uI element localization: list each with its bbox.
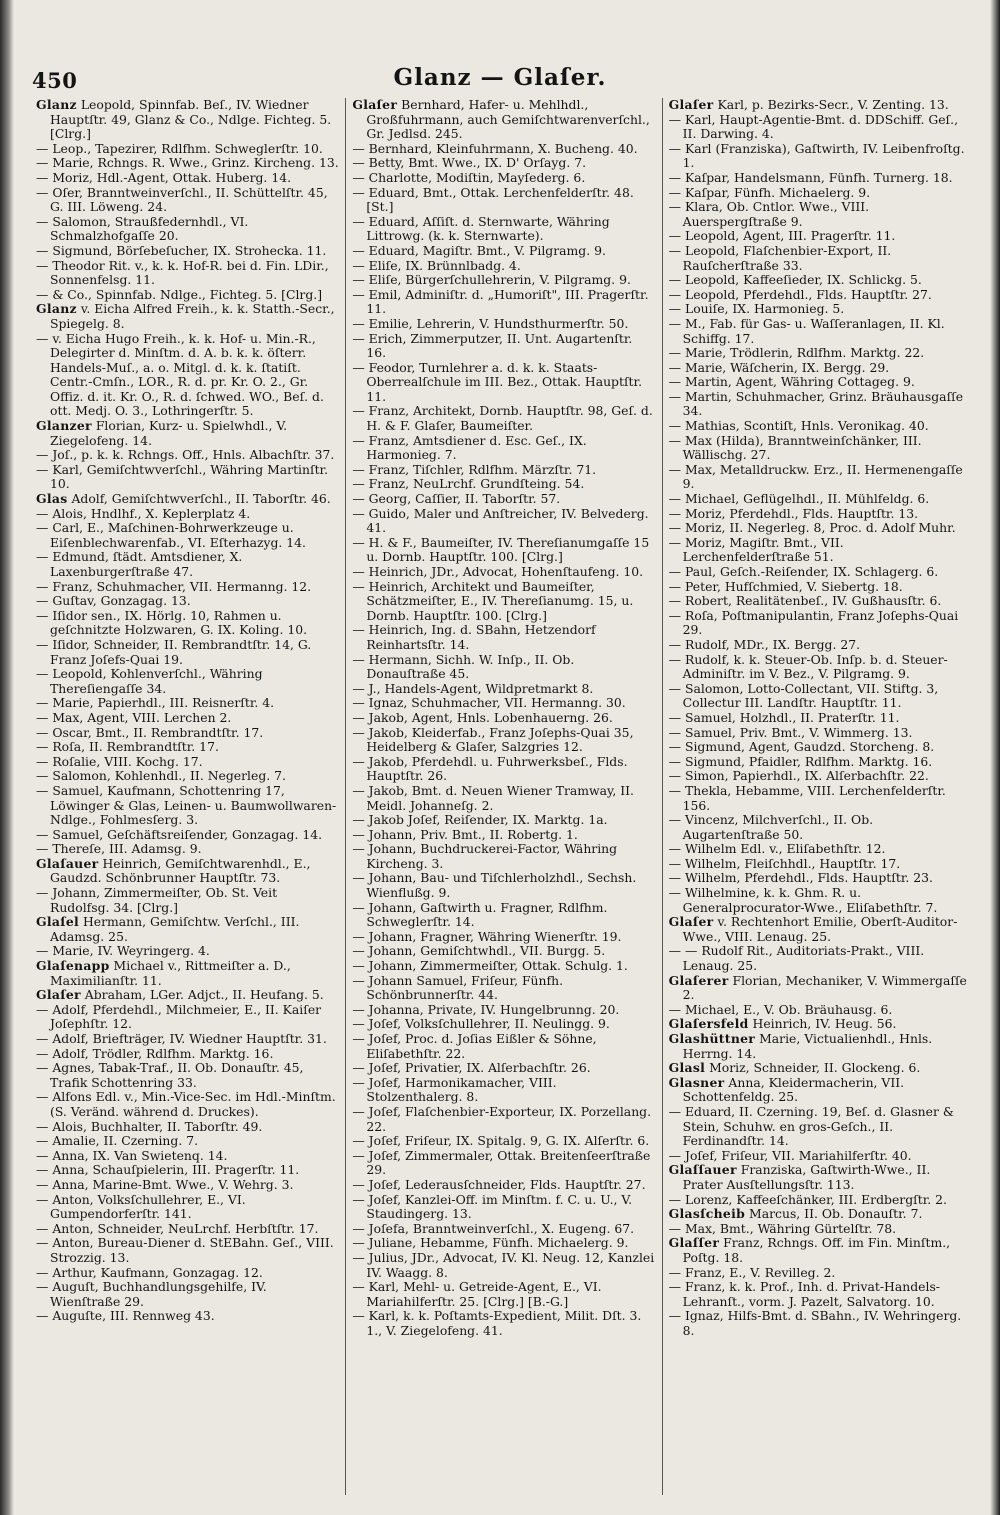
- directory-entry: — Betty, Bmt. Wwe., IX. D' Orſayg. 7.: [352, 155, 587, 171]
- directory-entry: — Joſef, Volksſchullehrer, II. Neulingg. 9.: [352, 1016, 610, 1032]
- directory-entry: — Auguſt, Buchhandlungsgehilfe, IV. Wienſtraße 29.: [36, 1279, 267, 1309]
- entry-surname: Glaſerer: [668, 972, 729, 988]
- directory-entry: — Joſef, Proc. d. Joſias Eißler & Söhne, Eliſabethſtr. 22.: [352, 1031, 597, 1061]
- directory-entry: — Michael, E., V. Ob. Bräuhausg. 6.: [668, 1001, 893, 1017]
- directory-entry: — Oſer, Branntweinverſchl., II. Schüttelſtr. 45, G. III. Löweng. 24.: [36, 184, 328, 215]
- entry-surname: Glaſer: [36, 987, 81, 1003]
- directory-entry: — Theodor Rit. v., k. k. Hof-R. bei d. Fin. LDir., Sonnenfelsg. 11.: [36, 257, 329, 288]
- directory-entry: Glaſel Hermann, Gemiſchtw. Verſchl., III. Adamsg. 25.: [36, 914, 300, 944]
- directory-entry: Glaſenapp Michael v., Rittmeiſter a. D., Maximilianſtr. 11.: [36, 958, 291, 988]
- directory-entry: — Samuel, Geſchäftsreiſender, Gonzagag. 14.: [36, 826, 323, 842]
- directory-entry: — Thekla, Hebamme, VIII. Lerchenfelderſtr. 156.: [668, 782, 946, 813]
- directory-entry: — Guido, Maler und Anſtreicher, IV. Belvederg. 41.: [352, 505, 649, 536]
- directory-entry: — Sigmund, Agent, Gaudzd. Storcheng. 8.: [668, 739, 935, 755]
- entry-surname: Glaſer: [668, 98, 714, 112]
- directory-entry: — Emilie, Lehrerin, V. Hundsthurmerſtr. 50.: [352, 315, 629, 331]
- directory-entry: — Edmund, ſtädt. Amtsdiener, X. Laxenburgerſtraße 47.: [36, 549, 243, 579]
- directory-entry: — Sigmund, Börſebeſucher, IX. Strohecka. 11.: [36, 242, 327, 258]
- directory-entry: — Louiſe, IX. Harmonieg. 5.: [668, 301, 845, 317]
- directory-entry: Glaſer Abraham, LGer. Adjct., II. Heufang. 5.: [36, 987, 324, 1003]
- directory-entry: — Jakob, Pferdehdl. u. Fuhrwerksbeſ., Flds. Hauptſtr. 26.: [352, 753, 628, 784]
- directory-entry: — Samuel, Priv. Bmt., V. Wimmerg. 13.: [668, 724, 913, 740]
- directory-entry: — Salomon, Straußfedernhdl., VI. Schmalzhofgaſſe 20.: [36, 213, 249, 244]
- directory-entry: — Joſef, Zimmermaler, Ottak. Breitenſeerſtraße 29.: [352, 1147, 651, 1178]
- directory-entry: — Max, Bmt., Währing Gürtelſtr. 78.: [668, 1220, 897, 1236]
- directory-entry: — Vincenz, Milchverſchl., II. Ob. Augartenſtraße 50.: [668, 812, 874, 842]
- directory-entry: — Franz, Amtsdiener d. Esc. Geſ., IX. Harmonieg. 7.: [352, 432, 587, 463]
- entry-surname: Glaſer: [668, 914, 714, 930]
- directory-entry: — Leop., Tapezirer, Rdlfhm. Schweglerſtr. 10.: [36, 140, 323, 156]
- directory-entry: — Franz, Tiſchler, Rdlfhm. Märzſtr. 71.: [352, 461, 597, 477]
- entry-surname: Glaſel: [36, 914, 80, 930]
- entry-surname: Glaſer: [352, 98, 398, 112]
- directory-entry: — Eduard, Magiſtr. Bmt., V. Pilgramg. 9.: [352, 242, 606, 258]
- directory-entry: — Eduard, Aſſiſt. d. Sternwarte, Währing Littrowg. (k. k. Sternwarte).: [352, 213, 610, 244]
- directory-entry: — Eduard, Bmt., Ottak. Lerchenfelderſtr. 48. [St.]: [352, 184, 634, 215]
- directory-entry: — Feodor, Turnlehrer a. d. k. k. Staats-Oberrealſchule im III. Bez., Ottak. Hauptſtr. 11.: [352, 359, 643, 404]
- directory-entry: — Leopold, Kaffeeſieder, IX. Schlickg. 5.: [668, 272, 922, 288]
- directory-entry: — Franz, Schuhmacher, VII. Hermanng. 12.: [36, 578, 312, 594]
- directory-entry: — J., Handels-Agent, Wildpretmarkt 8.: [352, 680, 594, 696]
- directory-entry: — Samuel, Holzhdl., II. Praterſtr. 11.: [668, 709, 900, 725]
- directory-entry: — Erich, Zimmerputzer, II. Unt. Augartenſtr. 16.: [352, 330, 633, 361]
- directory-entry: — Michael, Geflügelhdl., II. Mühlfeldg. 6.: [668, 491, 930, 507]
- directory-entry: — Max, Agent, VIII. Lerchen 2.: [36, 709, 232, 725]
- directory-entry: — Karl, Haupt-Agentie-Bmt. d. DDSchiff. Geſ., II. Darwing. 4.: [668, 111, 959, 142]
- directory-entry: — Joſef, Kanzlei-Off. im Minſtm. f. C. u. U., V. Staudingerg. 13.: [352, 1191, 633, 1222]
- directory-entry: — Rudolf, MDr., IX. Bergg. 27.: [668, 636, 861, 652]
- directory-entry: — — Rudolf Rit., Auditoriats-Prakt., VIII. Lenaug. 25.: [668, 943, 925, 974]
- directory-entry: — Leopold, Kohlenverſchl., Währing Thereſiengaſſe 34.: [36, 666, 263, 696]
- directory-entry: — Adolf, Briefträger, IV. Wiedner Hauptſtr. 31.: [36, 1031, 327, 1046]
- directory-entry: — Roſa, Poſtmanipulantin, Franz Joſephs-Quai 29.: [668, 607, 959, 638]
- directory-entry: — Arthur, Kaufmann, Gonzagag. 12.: [36, 1264, 263, 1280]
- directory-entry: — Moriz, Hdl.-Agent, Ottak. Huberg. 14.: [36, 169, 292, 185]
- directory-entry: — Wilhelmine, k. k. Ghm. R. u. Generalprocurator-Wwe., Eliſabethſtr. 7.: [668, 885, 938, 915]
- directory-column-1: [30, 98, 346, 1495]
- directory-entry: — Leopold, Agent, III. Pragerſtr. 11.: [668, 228, 896, 244]
- directory-entry: — Ignaz, Schuhmacher, VII. Hermanng. 30.: [352, 695, 626, 711]
- directory-entry: — Ignaz, Hilfs-Bmt. d. SBahn., IV. Wehringerg. 8.: [668, 1308, 962, 1338]
- directory-entry: — Salomon, Lotto-Collectant, VII. Stiftg. 3, Collectur III. Landſtr. Hauptſtr. 11.: [668, 680, 939, 711]
- directory-entry: — Franz, Architekt, Dornb. Hauptſtr. 98, Geſ. d. H. & F. Glaſer, Baumeiſter.: [352, 403, 653, 434]
- directory-entry: — Salomon, Kohlenhdl., II. Negerleg. 7.: [36, 768, 286, 784]
- entry-surname: Glasner: [668, 1074, 725, 1090]
- directory-entry: — Johann Samuel, Friſeur, Fünfh. Schönbrunnerſtr. 44.: [352, 972, 564, 1003]
- directory-entry: — Robert, Realitätenbeſ., IV. Gußhausſtr. 6.: [668, 593, 942, 609]
- directory-entry: — Georg, Caſſier, II. Taborſtr. 57.: [352, 491, 561, 507]
- directory-entry: — Joſef, Friſeur, IX. Spitalg. 9, G. IX. Alſerſtr. 6.: [352, 1133, 650, 1149]
- directory-entry: — Joſef, Flaſchenbier-Exporteur, IX. Porzellang. 22.: [352, 1103, 652, 1134]
- directory-entry: — Martin, Schuhmacher, Grinz. Bräuhausgaſſe 34.: [668, 388, 964, 419]
- directory-entry: — Marie, Rchngs. R. Wwe., Grinz. Kircheng. 13.: [36, 155, 339, 171]
- directory-entry: — Sigmund, Pfaidler, Rdlfhm. Marktg. 16.: [668, 753, 933, 769]
- directory-entry: — Kaſpar, Fünfh. Michaelerg. 9.: [668, 184, 871, 200]
- directory-entry: — Auguſte, III. Rennweg 43.: [36, 1308, 215, 1324]
- directory-entry: — Leopold, Flaſchenbier-Export, II. Rauſcherſtraße 33.: [668, 242, 892, 273]
- page-number: 450: [32, 68, 78, 93]
- directory-entry: — Heinrich, Architekt und Baumeiſter, Schätzmeiſter, E., IV. Thereſianumg. 15, u. Dornb. Hauptſtr. 100. [Clrg.]: [352, 578, 634, 623]
- directory-entry: — Thereſe, III. Adamsg. 9.: [36, 841, 202, 857]
- directory-entry: — Franz, E., V. Revilleg. 2.: [668, 1264, 836, 1280]
- directory-entry: — Mathias, Scontiſt, Hnls. Veronikag. 40.: [668, 418, 929, 434]
- directory-entry: — Guſtav, Gonzagag. 13.: [36, 593, 191, 609]
- entry-surname: Glaſenapp: [36, 958, 110, 974]
- directory-entry: — Eliſe, Bürgerſchullehrerin, V. Pilgramg. 9.: [352, 272, 631, 288]
- entry-surname: Glaſſauer: [668, 1162, 737, 1178]
- directory-column-3: [663, 98, 978, 1495]
- directory-entry: — M., Fab. für Gas- u. Waſſeranlagen, II. Kl. Schiffg. 17.: [668, 315, 945, 346]
- directory-entry: — Johann, Fragner, Währing Wienerſtr. 19.: [352, 928, 622, 944]
- entry-surname: Glaſersfeld: [668, 1016, 749, 1032]
- directory-entry: — Karl, k. k. Poſtamts-Expedient, Milit. Dſt. 3. 1., V. Ziegelofeng. 41.: [352, 1308, 642, 1338]
- directory-entry: — Eliſe, IX. Brünnlbadg. 4.: [352, 257, 521, 273]
- directory-entry: — Paul, Geſch.-Reiſender, IX. Schlagerg. 6.: [668, 564, 939, 579]
- directory-entry: — Wilhelm Edl. v., Eliſabethſtr. 12.: [668, 841, 886, 857]
- directory-column-2: [346, 98, 662, 1495]
- directory-entry: — Johann, Zimmermeiſter, Ob. St. Veit Rudolfsg. 34. [Clrg.]: [36, 885, 278, 915]
- directory-entry: — Carl, E., Maſchinen-Bohrwerkzeuge u. Eiſenblechwarenfab., VI. Eſterhazyg. 14.: [36, 520, 306, 550]
- directory-entry: — Amalie, II. Czerning. 7.: [36, 1133, 199, 1149]
- directory-entry: — Charlotte, Modiſtin, Mayſederg. 6.: [352, 169, 586, 185]
- directory-entry: — Joſefa, Branntweinverſchl., X. Eugeng. 67.: [352, 1220, 635, 1236]
- directory-entry: — Anton, Volksſchullehrer, E., VI. Gumpendorferſtr. 141.: [36, 1191, 246, 1222]
- directory-entry: — Heinrich, JDr., Advocat, Hohenſtaufeng. 10.: [352, 564, 644, 579]
- entry-surname: Glanzer: [36, 418, 92, 434]
- directory-entry: — Hermann, Sichh. W. Inſp., II. Ob. Donauſtraße 45.: [352, 651, 575, 682]
- directory-entry: — Jakob, Agent, Hnls. Lobenhauerng. 26.: [352, 709, 613, 725]
- directory-entry: — Heinrich, Ing. d. SBahn, Hetzendorf Reinhartsſtr. 14.: [352, 622, 596, 652]
- directory-entry: Glanz v. Eicha Alfred Freih., k. k. Statth.-Secr., Spiegelg. 8.: [36, 301, 335, 331]
- directory-entry: — Joſ., p. k. k. Rchngs. Off., Hnls. Albachſtr. 37.: [36, 447, 335, 463]
- directory-entry: — Franz, NeuLrchf. Grundſteing. 54.: [352, 476, 585, 492]
- directory-entry: — Johann, Zimmermeiſter, Ottak. Schulg. 1.: [352, 958, 628, 974]
- directory-entry: Glanz Leopold, Spinnfab. Beſ., IV. Wiedner Hauptſtr. 49, Glanz & Co., Ndlge. Fichteg. 5. [Clrg.]: [36, 98, 332, 142]
- directory-entry: Glaſſauer Franziska, Gaſtwirth-Wwe., II. Prater Ausſtellungsſtr. 113.: [668, 1162, 931, 1192]
- directory-entry: Glaſauer Heinrich, Gemiſchtwarenhdl., E., Gaudzd. Schönbrunner Hauptſtr. 73.: [36, 855, 311, 886]
- directory-entry: — Anton, Schneider, NeuLrchf. Herbſtſtr. 17.: [36, 1220, 319, 1236]
- directory-entry: — Juliane, Hebamme, Fünfh. Michaelerg. 9.: [352, 1235, 629, 1251]
- directory-entry: — Joſef, Lederausſchneider, Flds. Hauptſtr. 27.: [352, 1176, 646, 1192]
- directory-entry: — Marie, Papierhdl., III. Reisnerſtr. 4.: [36, 695, 275, 711]
- directory-entry: — Marie, Wäſcherin, IX. Bergg. 29.: [668, 359, 890, 375]
- directory-entry: — Marie, IV. Weyringerg. 4.: [36, 943, 210, 959]
- directory-entry: — Karl (Franziska), Gaſtwirth, IV. Leibenfroſtg. 1.: [668, 140, 965, 171]
- directory-entry: — Agnes, Tabak-Traf., II. Ob. Donauſtr. 45, Trafik Schottenring 33.: [36, 1060, 304, 1090]
- directory-entry: Glaſer Bernhard, Hafer- u. Mehlhdl., Großfuhrmann, auch Gemiſchtwarenverſchl., Gr. Jedlsd. 245.: [352, 98, 650, 142]
- directory-entry: — Peter, Hufſchmied, V. Siebertg. 18.: [668, 578, 903, 594]
- directory-entry: — Martin, Agent, Währing Cottageg. 9.: [668, 374, 915, 390]
- directory-entry: — Rudolf, k. k. Steuer-Ob. Inſp. b. d. Steuer-Adminiſtr. im V. Bez., V. Pilgramg. 9.: [668, 651, 948, 682]
- directory-entry: — Johann, Priv. Bmt., II. Robertg. 1.: [352, 826, 578, 842]
- directory-entry: — Kaſpar, Handelsmann, Fünfh. Turnerg. 18.: [668, 169, 953, 185]
- directory-entry: Glasner Anna, Kleidermacherin, VII. Schottenfeldg. 25.: [668, 1074, 905, 1105]
- directory-entry: — Marie, Trödlerin, Rdlfhm. Marktg. 22.: [668, 345, 925, 361]
- directory-entry: — Iſidor, Schneider, II. Rembrandtſtr. 14, G. Franz Joſefs-Quai 19.: [36, 636, 312, 667]
- directory-entry: Glaſerer Florian, Mechaniker, V. Wimmergaſſe 2.: [668, 972, 967, 1003]
- directory-entry: — Leopold, Pferdehdl., Flds. Hauptſtr. 27.: [668, 286, 932, 302]
- directory-entry: — Moriz, II. Negerleg. 8, Proc. d. Adolf Muhr.: [668, 520, 956, 536]
- directory-entry: — Joſef, Friſeur, VII. Mariahilferſtr. 40.: [668, 1147, 912, 1163]
- directory-entry: — Moriz, Pferdehdl., Flds. Hauptſtr. 13.: [668, 505, 919, 521]
- directory-entry: Glaſer v. Rechtenhort Emilie, Oberſt-Auditor-Wwe., VIII. Lenaug. 25.: [668, 914, 958, 944]
- directory-entry: — Johann, Gaſtwirth u. Fragner, Rdlfhm. Schweglerſtr. 14.: [352, 899, 608, 930]
- directory-entry: — Joſef, Privatier, IX. Alſerbachſtr. 26.: [352, 1060, 591, 1076]
- directory-entry: — Jakob Joſef, Reiſender, IX. Marktg. 1a.: [352, 812, 608, 828]
- directory-entry: — Johann, Buchdruckerei-Factor, Währing Kircheng. 3.: [352, 841, 618, 871]
- directory-entry: Glasſcheib Marcus, II. Ob. Donauſtr. 7.: [668, 1206, 923, 1222]
- directory-entry: — Samuel, Kaufmann, Schottenring 17, Löwinger & Glas, Leinen- u. Baumwollwaren-Ndlge., Fohlmesſerg. 3.: [36, 782, 337, 828]
- directory-entry: — Anton, Bureau-Diener d. StEBahn. Geſ., VIII. Strozzig. 13.: [36, 1235, 334, 1265]
- directory-entry: — Iſidor sen., IX. Hörlg. 10, Rahmen u. geſchnitzte Holzwaren, G. IX. Koling. 10.: [36, 607, 308, 638]
- directory-entry: — Wilhelm, Fleiſchhdl., Hauptſtr. 17.: [668, 855, 901, 871]
- directory-entry: — Jakob, Bmt. d. Neuen Wiener Tramway, II. Meidl. Johanneſg. 2.: [352, 782, 634, 813]
- directory-entry: — Franz, k. k. Prof., Inh. d. Privat-Handels-Lehranſt., vorm. J. Pazelt, Salvatorg. 10.: [668, 1279, 940, 1309]
- directory-entry: Glashüttner Marie, Victualienhdl., Hnls. Herrng. 14.: [668, 1031, 933, 1061]
- page-header: Glanz — Glaſer.: [393, 64, 607, 91]
- directory-entry: — Alois, Hndlhf., X. Keplerplatz 4.: [36, 505, 251, 521]
- entry-surname: Glasſcheib: [668, 1206, 746, 1222]
- directory-entry: — H. & F., Baumeiſter, IV. Thereſianumgaſſe 15 u. Dornb. Hauptſtr. 100. [Clrg.]: [352, 534, 650, 565]
- directory-entry: — & Co., Spinnfab. Ndlge., Fichteg. 5. [Clrg.]: [36, 286, 323, 302]
- directory-entry: — Johanna, Private, IV. Hungelbrunng. 20.: [352, 1001, 620, 1017]
- directory-entry: Glasl Moriz, Schneider, II. Glockeng. 6.: [668, 1060, 921, 1076]
- directory-entry: — Johann, Gemiſchtwhdl., VII. Burgg. 5.: [352, 943, 606, 959]
- directory-entry: — Bernhard, Kleinfuhrmann, X. Bucheng. 40.: [352, 140, 638, 156]
- directory-entry: — Lorenz, Kaffeeſchänker, III. Erdbergſtr. 2.: [668, 1191, 947, 1207]
- directory-entry: — Adolf, Pferdehdl., Milchmeier, E., II. Kaiſer Joſephſtr. 12.: [36, 1001, 322, 1032]
- directory-entry: — Eduard, II. Czerning. 19, Beſ. d. Glasner & Stein, Schuhw. en gros-Geſch., II. Ferdinandſtr. 14.: [668, 1103, 954, 1149]
- directory-entry: — Joſef, Harmonikamacher, VIII. Stolzenthalerg. 8.: [352, 1074, 557, 1105]
- directory-entry: — Alfons Edl. v., Min.-Vice-Sec. im Hdl.-Minſtm. (S. Veränd. während d. Druckes).: [36, 1089, 336, 1119]
- directory-entry: — Moriz, Magiſtr. Bmt., VII. Lerchenfelderſtraße 51.: [668, 534, 844, 565]
- directory-entry: — Jakob, Kleiderfab., Franz Joſephs-Quai 35, Heidelberg & Glaſer, Salzgries 12.: [352, 724, 634, 755]
- directory-entry: Glanzer Florian, Kurz- u. Spielwhdl., V. Ziegelofeng. 14.: [36, 418, 288, 448]
- entry-surname: Glasl: [668, 1060, 706, 1076]
- directory-entry: — Karl, Mehl- u. Getreide-Agent, E., VI. Mariahilferſtr. 25. [Clrg.] [B.-G.]: [352, 1279, 602, 1309]
- directory-entry: — Emil, Adminiſtr. d. „Humoriſt", III. Pragerſtr. 11.: [352, 286, 649, 317]
- directory-entry: — Johann, Bau- und Tiſchlerholzhdl., Sechsh. Wienflußg. 9.: [352, 870, 637, 901]
- directory-entry: — Karl, Gemiſchtwverſchl., Währing Martinſtr. 10.: [36, 461, 329, 492]
- directory-entry: — v. Eicha Hugo Freih., k. k. Hof- u. Min.-R., Delegirter d. Minſtm. d. A. b. k. k. öſterr. Handels-Muſ., a. o. Mitgl. d. k. k. ſtatiſt. Centr.-Cmſn., LOR., R. d. pr. Kr. O. 2., Gr. Offiz. d. it. Kr. O., R. d. ſchwed. WO., Beſ. d. ott. Medj. O. 3., Lothringerſtr. 5.: [36, 330, 324, 419]
- directory-entry: — Klara, Ob. Cntlor. Wwe., VIII. Auerspergſtraße 9.: [668, 199, 870, 229]
- directory-entry: Glaſſer Franz, Rchngs. Off. im Fin. Minſtm., Poſtg. 18.: [668, 1235, 951, 1265]
- entry-surname: Glaſſer: [668, 1235, 720, 1251]
- directory-entry: — Alois, Buchhalter, II. Taborſtr. 49.: [36, 1118, 263, 1134]
- entry-surname: Glaſauer: [36, 855, 99, 871]
- directory-entry: — Simon, Papierhdl., IX. Alſerbachſtr. 22.: [668, 768, 929, 784]
- directory-entry: — Adolf, Trödler, Rdlfhm. Marktg. 16.: [36, 1045, 274, 1061]
- directory-entry: — Anna, IX. Van Swietenq. 14.: [36, 1147, 228, 1163]
- entry-surname: Glas: [36, 491, 68, 507]
- directory-entry: — Julius, JDr., Advocat, IV. Kl. Neug. 12, Kanzlei IV. Waagg. 8.: [352, 1249, 655, 1280]
- directory-entry: Glaſersfeld Heinrich, IV. Heug. 56.: [668, 1016, 897, 1032]
- directory-entry: — Roſa, II. Rembrandtſtr. 17.: [36, 739, 219, 755]
- entry-surname: Glanz: [36, 98, 77, 112]
- directory-columns: [30, 98, 978, 1495]
- entry-surname: Glashüttner: [668, 1031, 756, 1046]
- directory-entry: — Max (Hilda), Branntweinſchänker, III. Wällischg. 27.: [668, 432, 922, 463]
- directory-entry: — Roſalie, VIII. Kochg. 17.: [36, 753, 203, 769]
- directory-entry: — Oscar, Bmt., II. Rembrandtſtr. 17.: [36, 724, 264, 740]
- directory-entry: — Anna, Marine-Bmt. Wwe., V. Wehrg. 3.: [36, 1176, 294, 1192]
- directory-entry: Glaſer Karl, p. Bezirks-Secr., V. Zenting. 13.: [668, 98, 949, 112]
- directory-entry: — Anna, Schauſpielerin, III. Pragerſtr. 11.: [36, 1162, 300, 1178]
- directory-entry: — Wilhelm, Pferdehdl., Flds. Hauptſtr. 23.: [668, 870, 933, 886]
- entry-surname: Glanz: [36, 301, 77, 317]
- directory-entry: Glas Adolf, Gemiſchtwverſchl., II. Taborſtr. 46.: [36, 491, 331, 507]
- directory-entry: — Max, Metalldruckw. Erz., II. Hermenengaſſe 9.: [668, 461, 963, 492]
